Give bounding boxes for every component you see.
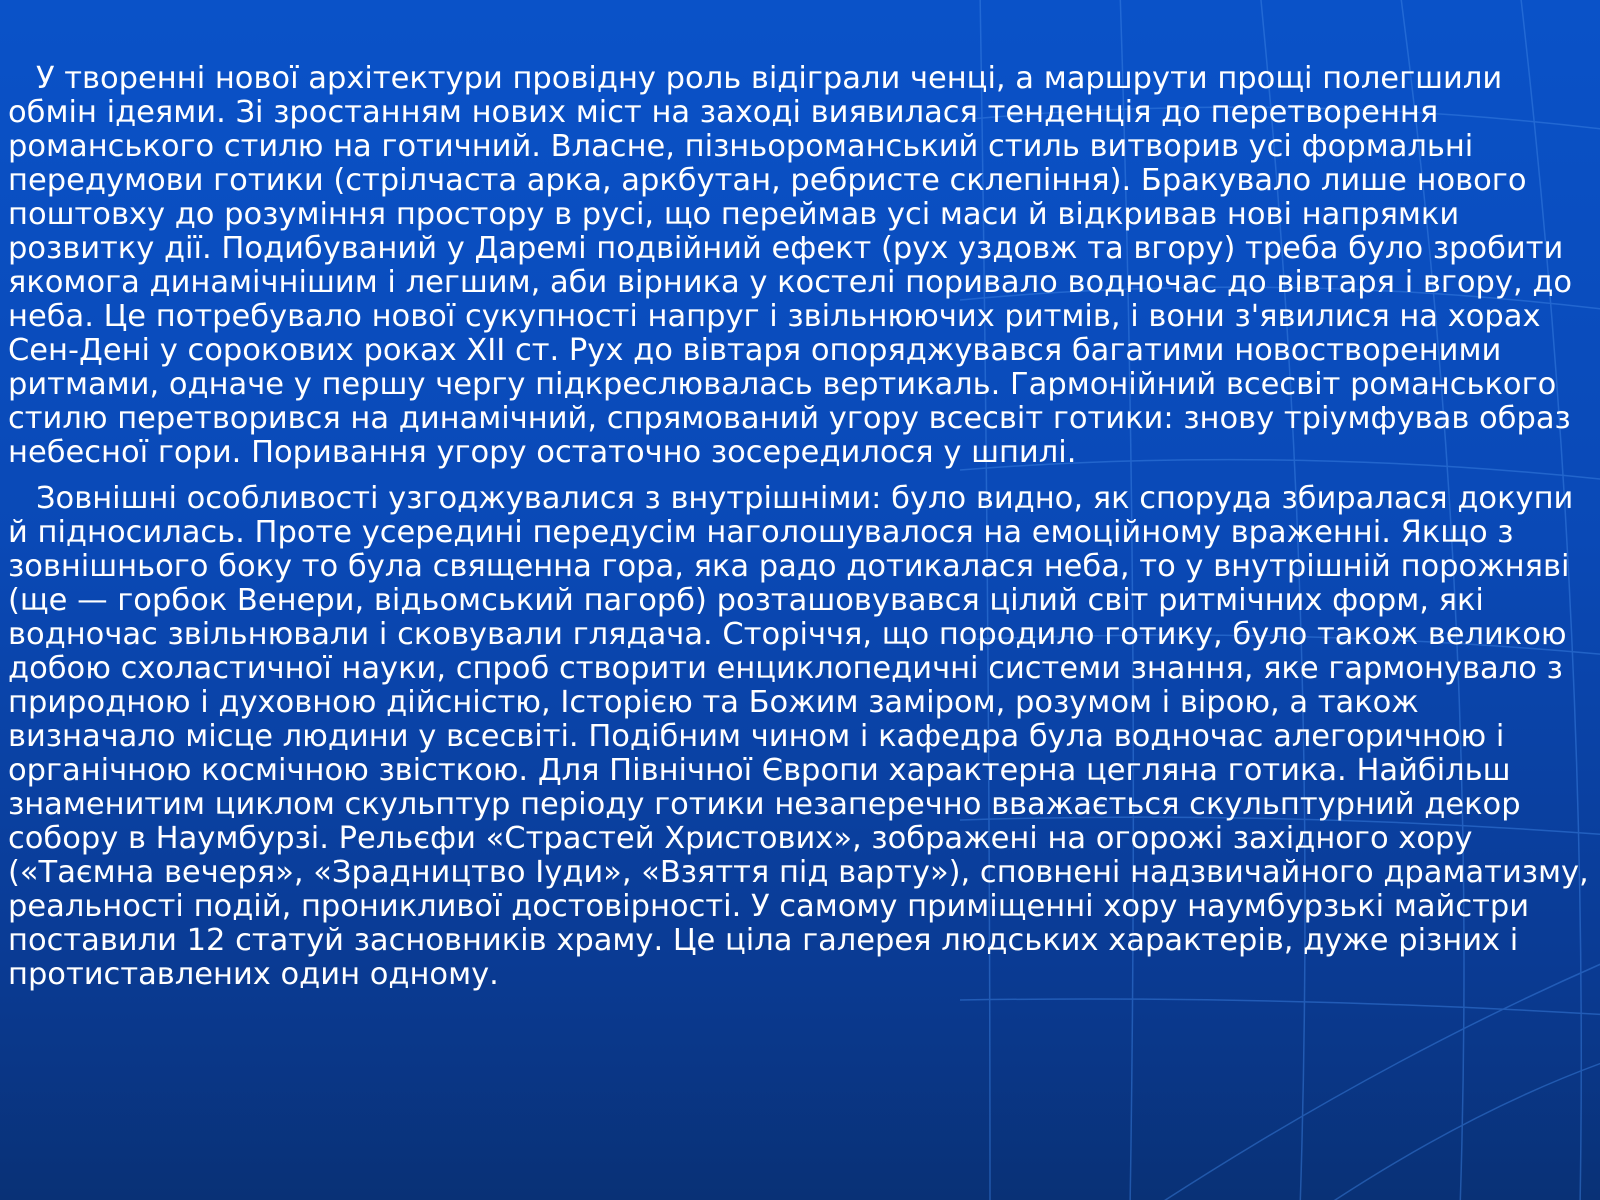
- paragraph-gothic-features: Зовнішні особливості узгоджувалися з внутрішніми: було видно, як споруда збиралася докупи й підносилась. Проте усередині передусім наголошувалося на емоційному враженні. Якщо з зовнішнього боку то була священна гора, яка радо дотикалася неба, то у внутрішній порожняві (ще — горбок Венери, відьомський пагорб) розташовувався цілий світ ритмічних форм, які водночас звільнювали і сковували глядача. Сторіччя, що породило готику, було також великою добою схоластичної науки, спроб створити енциклопедичні системи знання, яке гармонувало з природною і духовною дійсністю, Історією та Божим заміром, розумом і вірою, а також визначало місце людини у всесвіті. Подібним чином і кафедра була водночас алегоричною і органічною космічною звісткою. Для Північної Європи характерна цегляна готика. Найбільш знаменитим циклом скульптур періоду готики незаперечно вважається скульптурний декор собору в Наумбурзі. Рельєфи «Страстей Христових», зображені на огорожі західного хору («Таємна вечеря», «Зрадництво Іуди», «Взяття під варту»), сповнені надзвичайного драматизму, реальності подій, проникливої достовірності. У самому приміщенні хору наумбурзькі майстри поставили 12 статуй засновників храму. Це ціла галерея людських характерів, дуже різних і протиставлених один одному.: [8, 481, 1589, 992]
- slide-body: [8, 62, 1592, 992]
- paragraph-gothic-origins: У творенні нової архітектури провідну роль відіграли ченці, а маршрути прощі полегшили обмін ідеями. Зі зростанням нових міст на заході виявилася тенденція до перетворення романського стилю на готичний. Власне, пізньороманський стиль витворив усі формальні передумови готики (стрілчаста арка, аркбутан, ребристе склепіння). Бракувало лише нового поштовху до розуміння простору в русі, що переймав усі маси й відкривав нові напрямки розвитку дії. Подибуваний у Даремі подвійний ефект (рух уздовж та вгору) треба було зробити якомога динамічнішим і легшим, аби вірника у костелі поривало водночас до вівтаря і вгору, до неба. Це потребувало нової сукупності напруг і звільнюючих ритмів, і вони з'явилися на хорах Сен-Дені у сорокових роках XII ст. Рух до вівтаря опоряджувався багатими новоствореними ритмами, одначе у першу чергу підкреслювалась вертикаль. Гармонійний всесвіт романського стилю перетворився на динамічний, спрямований угору всесвіт готики: знову тріумфував образ небесної гори. Поривання угору остаточно зосередилося у шпилі.: [8, 61, 1573, 470]
